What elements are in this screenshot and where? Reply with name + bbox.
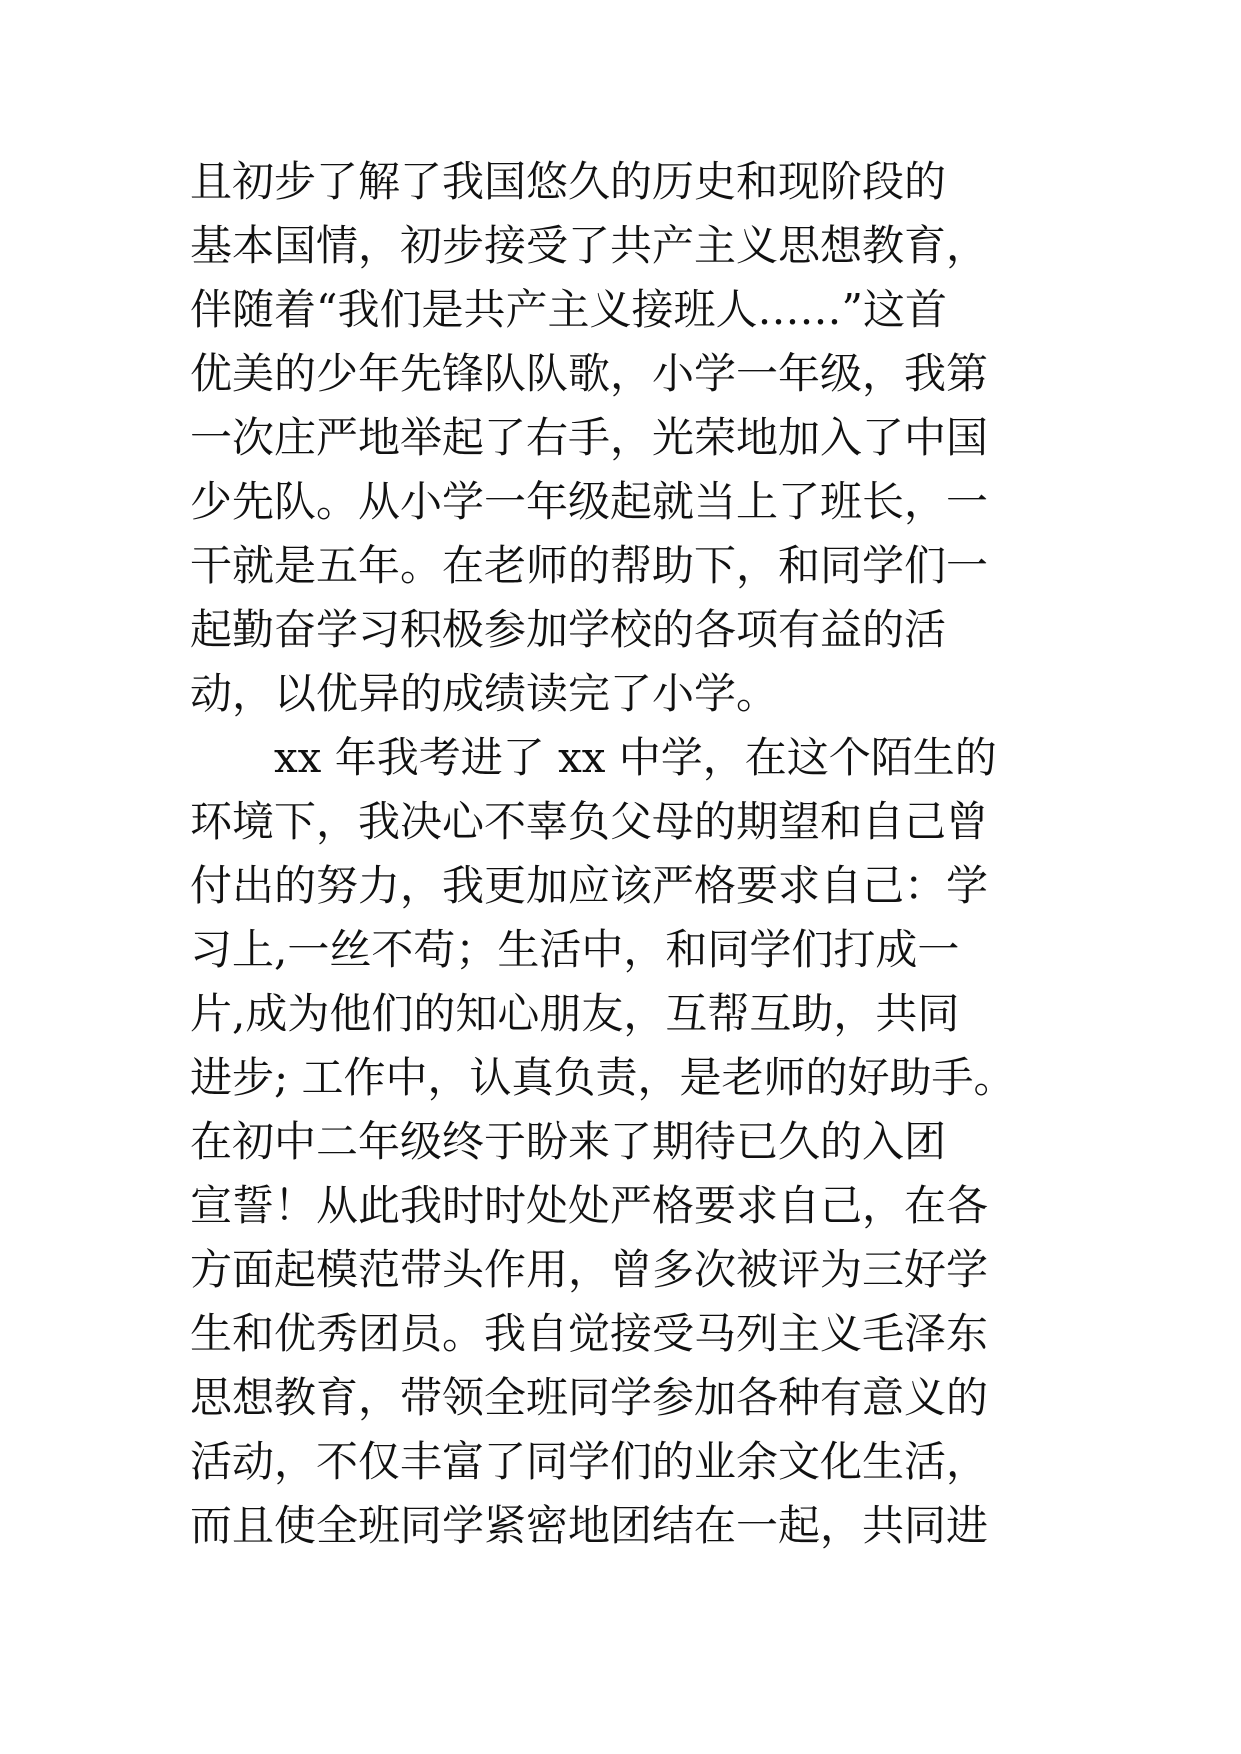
text-line: 优美的少年先锋队队歌，小学一年级，我第: [190, 349, 989, 398]
text-line: 习上,一丝不苟；生活中，和同学们打成一: [190, 925, 960, 974]
text-line: 基本国情，初步接受了共产主义思想教育，: [190, 221, 989, 270]
text-line: 进步; 工作中，认真负责，是老师的好助手。: [190, 1053, 1016, 1102]
body-text: [190, 150, 1070, 1558]
text-line: 而且使全班同学紧密地团结在一起，共同进: [190, 1501, 989, 1550]
text-line: 且初步了解了我国悠久的历史和现阶段的: [190, 157, 947, 206]
text-line: 在初中二年级终于盼来了期待已久的入团: [190, 1117, 947, 1166]
text-line: 思想教育，带领全班同学参加各种有意义的: [190, 1373, 989, 1422]
text-line: 方面起模范带头作用，曾多次被评为三好学: [190, 1245, 989, 1294]
text-line: 少先队。从小学一年级起就当上了班长，一: [190, 477, 989, 526]
text-line: 动，以优异的成绩读完了小学。: [190, 669, 779, 718]
text-line: 片,成为他们的知心朋友，互帮互助，共同: [190, 989, 960, 1038]
text-line: 生和优秀团员。我自觉接受马列主义毛泽东: [190, 1309, 989, 1358]
text-line: 伴随着“我们是共产主义接班人……”这首: [190, 285, 947, 334]
text-line: 宣誓！从此我时时处处严格要求自己，在各: [190, 1181, 989, 1230]
text-line: 起勤奋学习积极参加学校的各项有益的活: [190, 605, 947, 654]
text-line: 付出的努力，我更加应该严格要求自己：学: [190, 861, 989, 910]
text-line: 一次庄严地举起了右手，光荣地加入了中国: [190, 413, 989, 462]
text-line: 环境下，我决心不辜负父母的期望和自己曾: [190, 797, 989, 846]
paragraph-start-line: xx 年我考进了 xx 中学，在这个陌生的: [274, 733, 997, 782]
text-line: 干就是五年。在老师的帮助下，和同学们一: [190, 541, 989, 590]
text-line: 活动，不仅丰富了同学们的业余文化生活，: [190, 1437, 989, 1486]
